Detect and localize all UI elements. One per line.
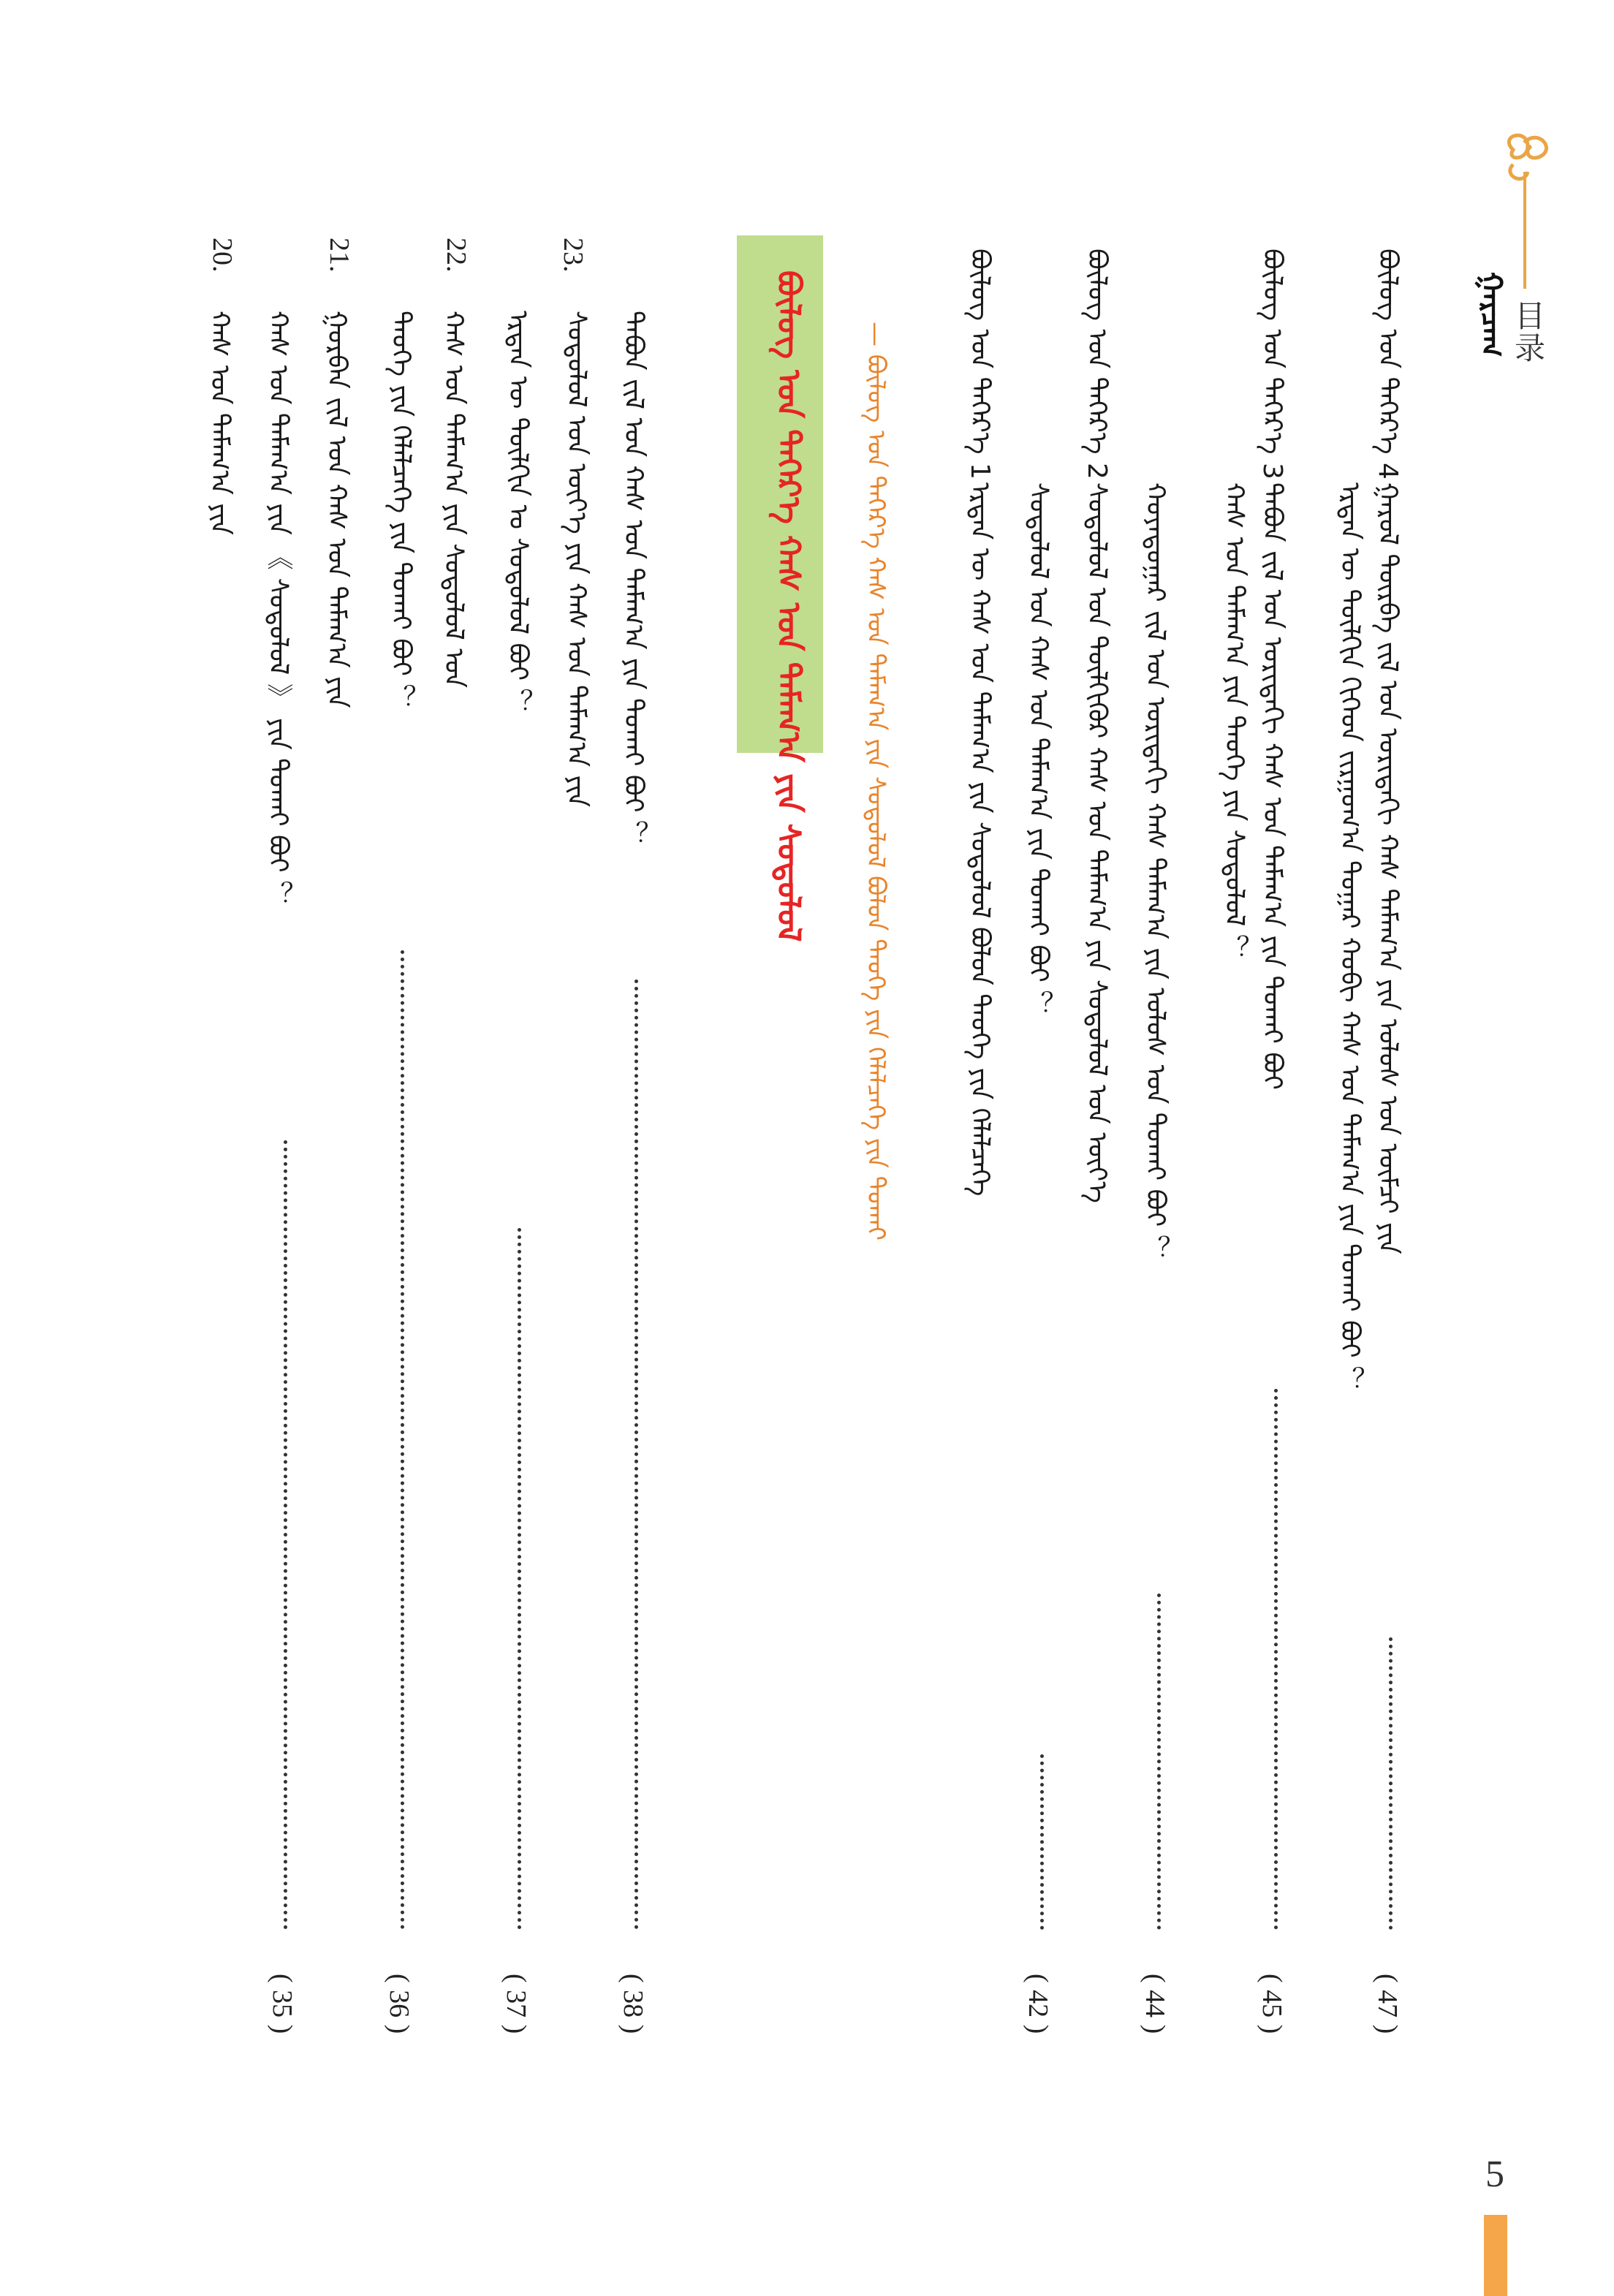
toc-leader-dots: [401, 950, 404, 1930]
section-title: ᠪᠦᠯᠦᠭ ᠤᠨ ᠳᠡᠭᠡᠷ᠎ᠡ ᠬᠠᠰ ᠤᠨ ᠲᠠᠮᠠᠭ᠎ᠠ ᠶᠢᠨ ᠰᠤᠳᠤᠯᠤᠯ: [770, 270, 807, 942]
toc-entry-line: ᠬᠠᠰ ᠤᠨ ᠲᠠᠮᠠᠭ᠎ᠠ ᠶᠢᠨ 《 ᠰᠤᠳᠤᠯᠤᠯ 》 ᠶᠢᠨ ᠲᠤᠬᠠᠢ ᠪᠤᠢ ？: [263, 311, 293, 908]
toc-leader-dots: [1040, 1754, 1044, 1930]
toc-entry-line: ᠡᠷᠲᠡᠨ ᠦ ᠲᠦᠯᠬᠢᠨ ᠬᠢᠭᠡᠳ ᠵᠢᠷᠭᠤᠭ᠎ᠠ ᠳᠤᠭᠠᠷ ᠬᠤᠪᠢ ᠬᠠᠰ ᠤᠨ ᠲᠠᠮᠠᠭ᠎ᠠ ᠶᠢᠨ ᠲᠤᠬᠠᠢ ᠪᠤᠢ ？: [1335, 482, 1365, 1393]
toc-leader-dots: [1157, 1594, 1161, 1930]
toc-entry-line: ᠰᠤᠳᠤᠯᠤᠯ ᠤᠨ ᠬᠠᠰ ᠤᠨ ᠲᠠᠮᠠᠭ᠎ᠠ ᠶᠢᠨ ᠲᠤᠬᠠᠢ ᠪᠤᠢ ？: [1023, 482, 1053, 1018]
toc-page-ref: ( 37 ): [501, 1974, 531, 2034]
toc-entry-line: ᠡᠷᠲᠡᠨ ᠦ ᠬᠠᠰ ᠤᠨ ᠲᠠᠮᠠᠭ᠎ᠠ ᠶᠢᠨ ᠰᠤᠳᠤᠯᠤᠯ ᠪᠤᠯᠤᠨ ᠲᠡᠦᠬᠡ ᠶᠢᠨ ᠬᠡᠯᠡᠯᠴᠡᠭᠡ: [965, 482, 995, 1197]
toc-entry-line: ᠰᠤᠳᠤᠯᠤᠯ ᠤᠨ ᠦᠶ᠎ᠡ ᠶᠢᠨ ᠬᠠᠰ ᠤᠨ ᠲᠠᠮᠠᠭ᠎ᠠ ᠶᠢᠨ: [561, 311, 591, 808]
toc-entry-line: ᠬᠠᠰ ᠤᠨ ᠲᠠᠮᠠᠭ᠎ᠠ ᠶᠢᠨ ᠰᠤᠳᠤᠯᠤᠯ ᠤᠨ: [439, 311, 469, 689]
toc-page-ref: ( 47 ): [1372, 1974, 1403, 2034]
toc-leader-dots: [518, 1228, 521, 1930]
toc-page-ref: ( 36 ): [384, 1974, 414, 2034]
toc-entry-label: ᠪᠦᠯᠦᠭ ᠤᠨ ᠳᠡᠭᠡᠷ᠎ᠡ 4: [1373, 249, 1403, 480]
header-ornament-icon: [1484, 121, 1557, 289]
toc-entry-label: ᠪᠦᠯᠦᠭ ᠤᠨ ᠳᠡᠭᠡᠷ᠎ᠡ 2: [1082, 249, 1112, 480]
toc-page-ref: ( 44 ): [1140, 1974, 1170, 2034]
toc-entry-line: ᠲᠠᠪᠤᠨ ᠵᠢᠯ ᠤᠨ ᠤᠷᠢᠳᠠᠬᠢ ᠬᠠᠰ ᠤᠨ ᠲᠠᠮᠠᠭ᠎ᠠ ᠶᠢᠨ ᠲᠤᠬᠠᠢ ᠪᠤᠢ: [1257, 482, 1287, 1091]
header-title: 目录: [1510, 300, 1546, 364]
toc-entry-line: ᠬᠠᠰ ᠤᠨ ᠲᠠᠮᠠᠭ᠎ᠠ ᠶᠢᠨ ᠲᠡᠦᠬᠡ ᠶᠢᠨ ᠰᠤᠳᠤᠯᠤᠯ ？: [1219, 482, 1249, 961]
toc-leader-dots: [1274, 1389, 1278, 1930]
toc-entry-number: 23.: [558, 238, 588, 273]
toc-entry-line: ᠰᠤᠳᠤᠯᠤᠯ ᠤᠨ ᠲᠦᠯᠬᠢᠭᠦᠷ ᠬᠠᠰ ᠤᠨ ᠲᠠᠮᠠᠭ᠎ᠠ ᠶᠢᠨ ᠰᠤᠳᠤᠯᠤᠯ ᠤᠨ ᠦᠶ᠎ᠡ: [1082, 482, 1112, 1203]
toc-leader-dots: [1389, 1637, 1393, 1930]
toc-leader-dots: [284, 1140, 287, 1930]
section-subtitle: — ᠪᠦᠯᠦᠭ ᠤᠨ ᠳᠡᠭᠡᠷ᠎ᠡ ᠬᠠᠰ ᠤᠨ ᠲᠠᠮᠠᠭ᠎ᠠ ᠶᠢᠨ ᠰᠤᠳᠤᠯᠤᠯ ᠪᠤᠯᠤᠨ ᠲᠡᠦᠬᠡ ᠶᠢᠨ ᠬᠡᠯᠡᠯᠴᠡᠭᠡ ᠶᠢᠨ ᠲᠤᠬᠠᠢ: [861, 322, 890, 1241]
page-number: 5: [1485, 2153, 1504, 2195]
toc-page-ref: ( 38 ): [618, 1974, 648, 2034]
header-mongolian-title: ᠭᠠᠷᠴᠠᠭ: [1474, 272, 1508, 357]
toc-entry-line: ᠬᠤᠶᠠᠳᠤᠭᠠᠷ ᠵᠢᠯ ᠤᠨ ᠤᠷᠢᠳᠠᠬᠢ ᠬᠠᠰ ᠲᠠᠮᠠᠭ᠎ᠠ ᠶᠢᠨ ᠤᠯᠤᠰ ᠤᠨ ᠲᠤᠬᠠᠢ ᠪᠤᠢ ？: [1140, 482, 1170, 1262]
toc-entry-label: ᠪᠦᠯᠦᠭ ᠤᠨ ᠳᠡᠭᠡᠷ᠎ᠡ 3: [1257, 249, 1287, 480]
toc-entry-number: 21.: [324, 238, 355, 273]
toc-page-ref: ( 45 ): [1257, 1974, 1287, 2034]
toc-page-ref: ( 42 ): [1023, 1974, 1053, 2034]
toc-entry-label: ᠪᠦᠯᠦᠭ ᠤᠨ ᠳᠡᠭᠡᠷ᠎ᠡ 1: [965, 249, 995, 480]
toc-page-ref: ( 35 ): [267, 1974, 298, 2034]
toc-entry-line: ᠭᠠᠷᠤᠯ ᠳᠦᠷᠪᠡ ᠵᠢᠯ ᠤᠨ ᠤᠷᠢᠳᠠᠬᠢ ᠬᠠᠰ ᠲᠠᠮᠠᠭ᠎ᠠ ᠶᠢᠨ ᠤᠯᠤᠰ ᠤᠨ ᠦᠮᠴᠢ ᠶᠢᠨ: [1373, 482, 1403, 1254]
toc-entry-number: 22.: [441, 238, 471, 273]
toc-leader-dots: [634, 980, 638, 1930]
toc-entry-line: ᠬᠠᠰ ᠤᠨ ᠲᠠᠮᠠᠭ᠎ᠠ ᠶᠢᠨ: [205, 311, 235, 535]
page-edge-tab: [1484, 2215, 1507, 2296]
toc-entry-line: ᠡᠷᠲᠡᠨ ᠦ ᠲᠦᠯᠬᠢᠨ ᠤ ᠰᠤᠳᠤᠯᠤᠯ ᠪᠤᠢ ？: [503, 311, 533, 716]
toc-entry-line: ᠭᠤᠷᠪᠠᠨ ᠵᠢᠯ ᠤᠨ ᠬᠠᠰ ᠤᠨ ᠲᠠᠮᠠᠭ᠎ᠠ ᠶᠢᠨ: [322, 311, 352, 708]
toc-entry-line: ᠲᠠᠪᠤᠨ ᠵᠢᠯ ᠤᠨ ᠬᠠᠰ ᠤᠨ ᠲᠠᠮᠠᠭ᠎ᠠ ᠶᠢᠨ ᠲᠤᠬᠠᠢ ᠪᠤᠢ ？: [618, 311, 648, 847]
toc-entry-number: 20.: [207, 238, 238, 273]
toc-entry-line: ᠲᠡᠦᠬᠡ ᠶᠢᠨ ᠬᠡᠯᠡᠯᠴᠡᠭᠡ ᠶᠢᠨ ᠲᠤᠬᠠᠢ ᠪᠤᠢ ？: [386, 311, 416, 711]
